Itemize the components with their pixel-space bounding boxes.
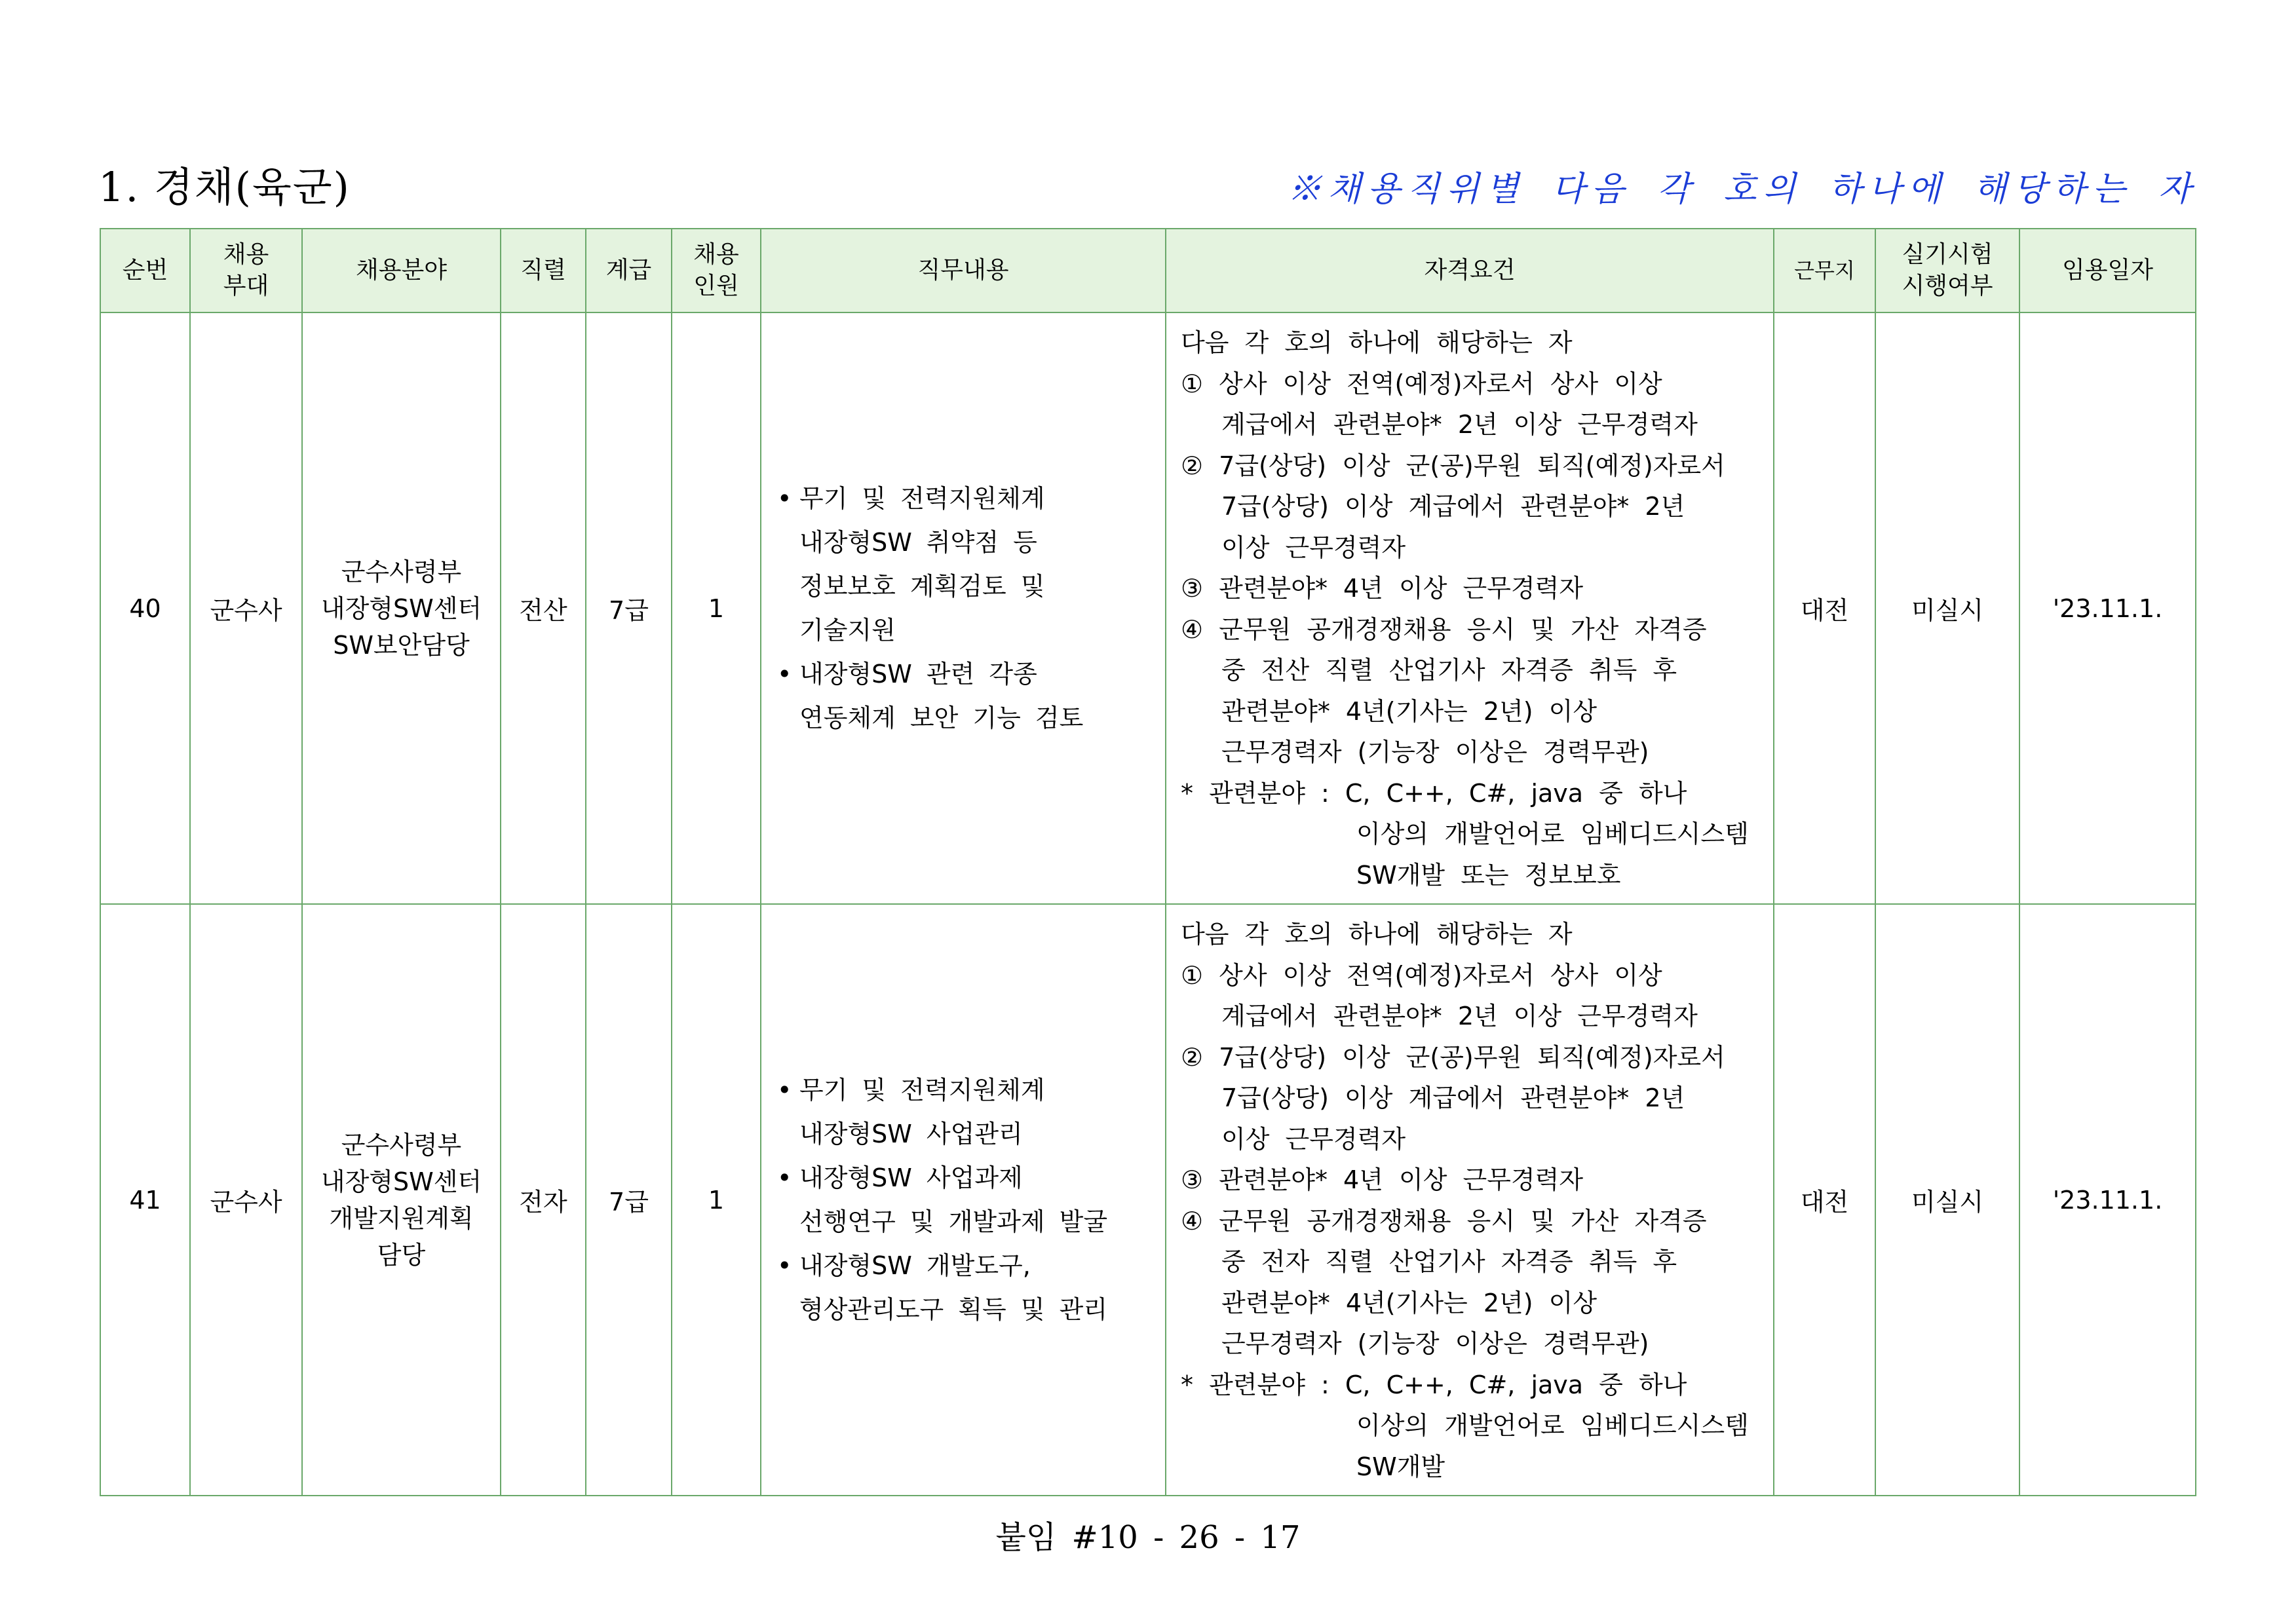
qualification-line: ③ 관련분야* 4년 이상 근무경력자 <box>1181 1165 1584 1194</box>
qualification-line: ① 상사 이상 전역(예정)자로서 상사 이상 <box>1181 960 1662 990</box>
header-count: 채용 인원 <box>672 229 761 312</box>
duty-item: • 내장형SW 관련 각종 연동체계 보안 기능 검토 <box>773 652 1153 740</box>
qualification-line: ③ 관련분야* 4년 이상 근무경력자 <box>1181 574 1584 603</box>
table-header-row <box>100 229 2196 312</box>
header-no: 순번 <box>100 229 190 312</box>
duty-item: • 내장형SW 개발도구, 형상관리도구 획득 및 관리 <box>773 1244 1153 1332</box>
qualification-line: ② 7급(상당) 이상 군(공)무원 퇴직(예정)자로서 <box>1181 1042 1725 1072</box>
qualification-line: 7급(상당) 이상 계급에서 관련분야* 2년 <box>1221 492 1685 521</box>
cell-qualifications <box>1166 904 1774 1496</box>
qualification-line: ④ 군무원 공개경쟁채용 응시 및 가산 자격증 <box>1181 614 1707 644</box>
cell-grade: 7급 <box>586 312 672 904</box>
qualification-line: ② 7급(상당) 이상 군(공)무원 퇴직(예정)자로서 <box>1181 451 1725 480</box>
qualification-line: 이상 근무경력자 <box>1221 1124 1406 1154</box>
duty-item: • 내장형SW 사업과제 선행연구 및 개발과제 발굴 <box>773 1156 1153 1244</box>
qualification-line: ① 상사 이상 전역(예정)자로서 상사 이상 <box>1181 369 1662 398</box>
cell-series: 전자 <box>501 904 586 1496</box>
header-series: 직렬 <box>501 229 586 312</box>
qualification-line: * 관련분야 : C, C++, C#, java 중 하나 <box>1181 778 1687 808</box>
recruitment-table <box>100 228 2196 1496</box>
cell-unit: 군수사 <box>190 312 302 904</box>
cell-appointment: '23.11.1. <box>2019 904 2196 1496</box>
cell-field: 군수사령부 내장형SW센터 SW보안담당 <box>302 312 501 904</box>
header-field: 채용분야 <box>302 229 501 312</box>
qualification-line: SW개발 <box>1356 1452 1445 1481</box>
qualification-line: 다음 각 호의 하나에 해당하는 자 <box>1181 328 1573 357</box>
header-qualifications: 자격요건 <box>1166 229 1774 312</box>
cell-field: 군수사령부 내장형SW센터 개발지원계획 담당 <box>302 904 501 1496</box>
cell-unit: 군수사 <box>190 904 302 1496</box>
header-appointment: 임용일자 <box>2019 229 2196 312</box>
qualification-line: 관련분야* 4년(기사는 2년) 이상 <box>1221 696 1598 726</box>
cell-duties <box>761 312 1166 904</box>
qualification-line: 중 전산 직렬 산업기사 자격증 취득 후 <box>1221 656 1677 685</box>
qualification-line: 이상 근무경력자 <box>1221 533 1406 562</box>
qualification-line: 이상의 개발언어로 임베디드시스템 <box>1356 1411 1749 1440</box>
cell-appointment: '23.11.1. <box>2019 312 2196 904</box>
cell-series: 전산 <box>501 312 586 904</box>
eligibility-note: ※채용직위별 다음 각 호의 하나에 해당하는 자 <box>1287 170 2198 209</box>
table-row <box>100 904 2196 1496</box>
cell-grade: 7급 <box>586 904 672 1496</box>
duty-item: • 무기 및 전력지원체계 내장형SW 사업관리 <box>773 1068 1153 1156</box>
qualification-line: 7급(상당) 이상 계급에서 관련분야* 2년 <box>1221 1084 1685 1112</box>
qualification-line: ④ 군무원 공개경쟁채용 응시 및 가산 자격증 <box>1181 1206 1707 1236</box>
cell-qualifications <box>1166 312 1774 904</box>
qualification-line: 근무경력자 (기능장 이상은 경력무관) <box>1221 1329 1649 1358</box>
cell-count: 1 <box>672 312 761 904</box>
cell-location: 대전 <box>1774 312 1875 904</box>
qualification-line: SW개발 또는 정보보호 <box>1356 860 1621 890</box>
qualification-line: 관련분야* 4년(기사는 2년) 이상 <box>1221 1288 1598 1317</box>
cell-count: 1 <box>672 904 761 1496</box>
header-practical: 실기시험 시행여부 <box>1875 229 2019 312</box>
qualification-line: * 관련분야 : C, C++, C#, java 중 하나 <box>1181 1370 1687 1399</box>
page-footer: 붙임 #10 - 26 - 17 <box>995 1519 1301 1556</box>
header-duties: 직무내용 <box>761 229 1166 312</box>
qualification-line: 다음 각 호의 하나에 해당하는 자 <box>1181 920 1573 949</box>
header-grade: 계급 <box>586 229 672 312</box>
cell-duties <box>761 904 1166 1496</box>
cell-no: 40 <box>100 312 190 904</box>
qualification-line: 중 전자 직렬 산업기사 자격증 취득 후 <box>1221 1247 1677 1276</box>
cell-location: 대전 <box>1774 904 1875 1496</box>
cell-practical: 미실시 <box>1875 904 2019 1496</box>
duty-item: • 무기 및 전력지원체계 내장형SW 취약점 등 정보보호 계획검토 및 기술지원 <box>773 477 1153 652</box>
header-location: 근무지 <box>1774 229 1875 312</box>
qualification-line: 계급에서 관련분야* 2년 이상 근무경력자 <box>1221 410 1698 439</box>
cell-no: 41 <box>100 904 190 1496</box>
qualification-line: 근무경력자 (기능장 이상은 경력무관) <box>1221 738 1649 766</box>
qualification-line: 이상의 개발언어로 임베디드시스템 <box>1356 820 1749 848</box>
section-heading: 1. 경채(육군) <box>98 163 351 211</box>
header-unit: 채용 부대 <box>190 229 302 312</box>
cell-practical: 미실시 <box>1875 312 2019 904</box>
table-row <box>100 312 2196 904</box>
qualification-line: 계급에서 관련분야* 2년 이상 근무경력자 <box>1221 1002 1698 1030</box>
